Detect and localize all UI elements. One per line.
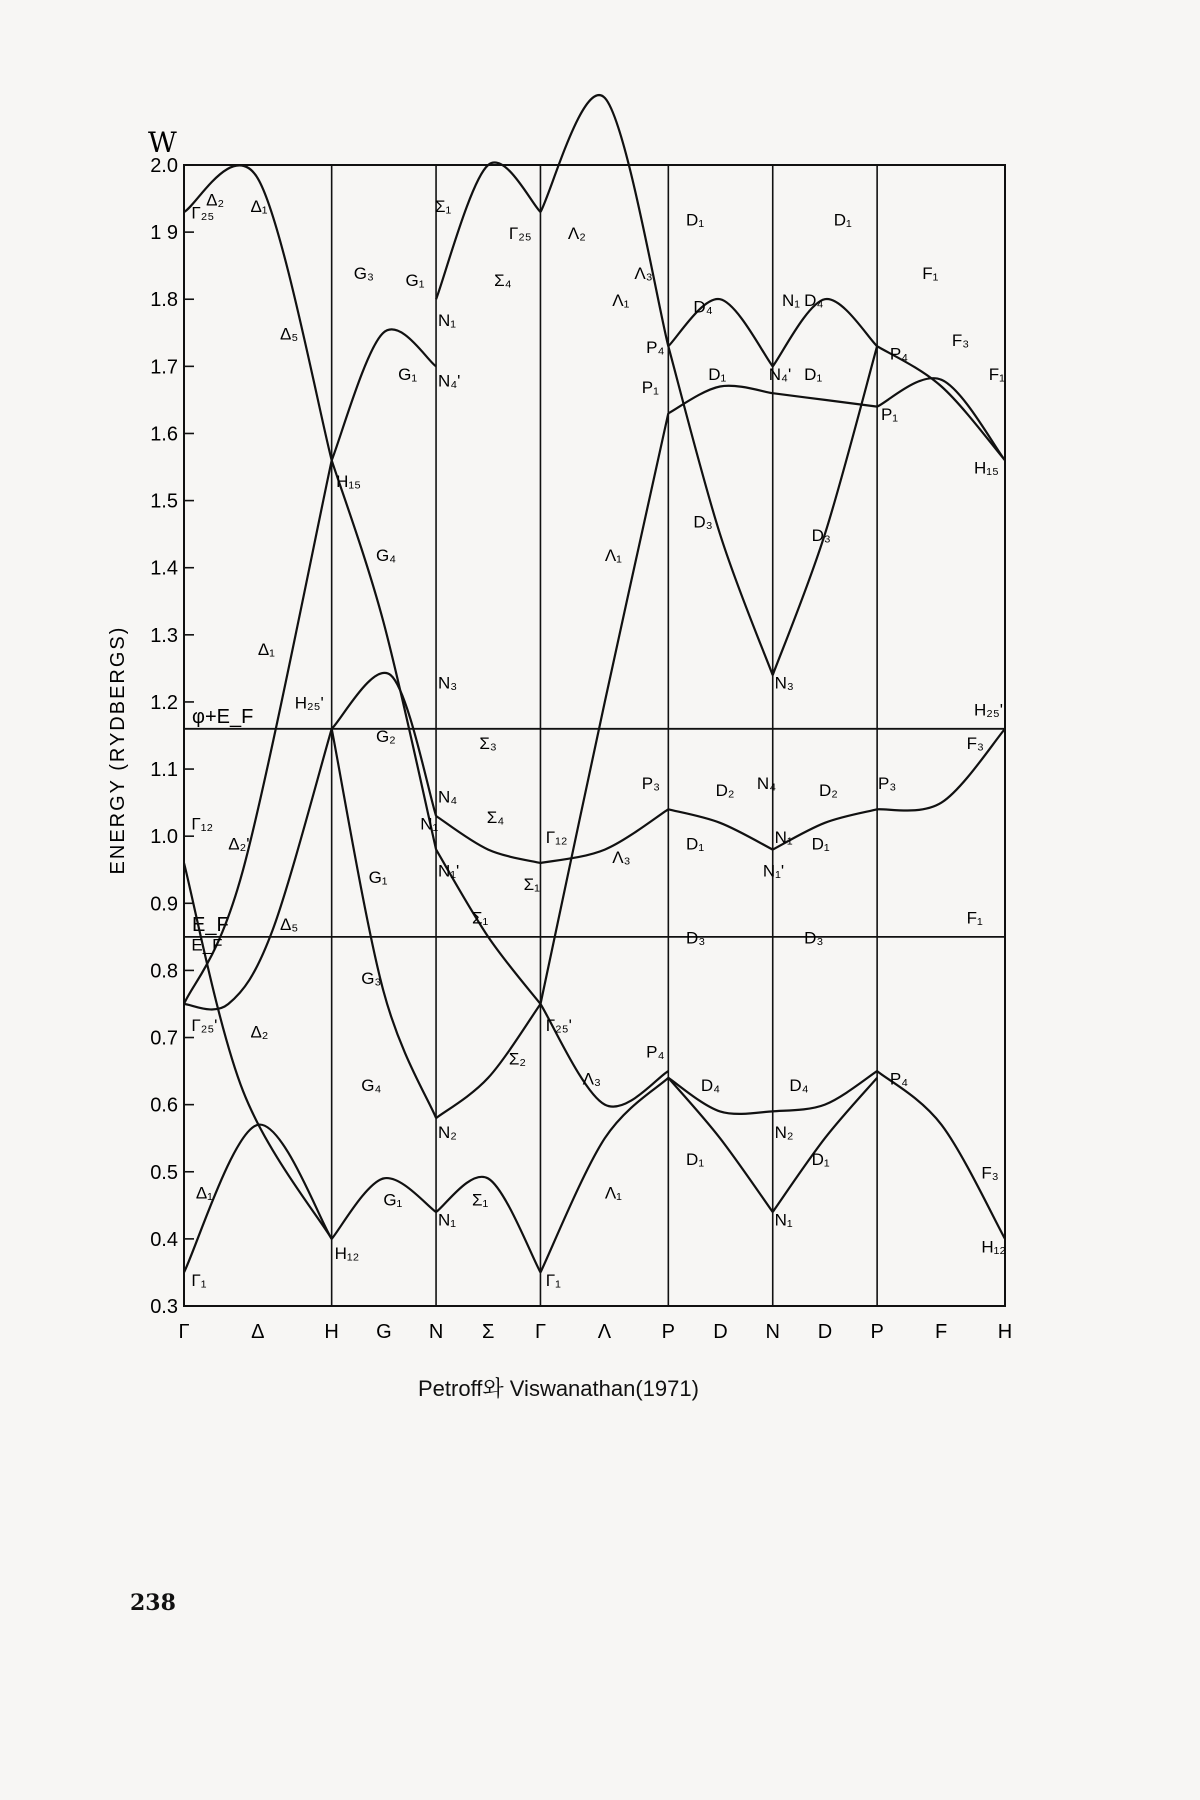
band-label: D₄ [700,1076,721,1096]
band-label: Γ₁ [191,1270,207,1290]
band-label: N₄ [437,787,458,807]
band-label: N₁ [774,1210,793,1230]
band-label: N₁ [437,311,456,331]
band-curve [541,1078,669,1273]
band-label: N₃ [774,673,794,693]
x-tick-label: D [817,1321,833,1343]
band-curve [668,346,772,675]
band-label: P₄ [889,344,909,364]
band-curves [184,95,1005,1272]
band-label: N₁' [762,861,785,881]
band-label: F₃ [951,331,970,351]
band-label: P₃ [878,774,897,794]
y-tick-label: 0.6 [150,1094,178,1117]
band-curve [773,1071,877,1111]
x-tick-label: Γ [534,1321,546,1343]
band-label: Γ₂₅ [508,223,532,243]
reference-lines [184,706,1005,937]
band-label: D₄ [789,1076,809,1096]
band-label: N₄' [437,371,461,391]
band-curve [332,729,439,1118]
y-tick-label: 0.9 [150,893,178,916]
band-label: D₁ [804,364,823,384]
band-label: P₁ [641,378,659,398]
band-label: Δ₁ [257,639,275,659]
band-label: Γ₂₅' [545,1015,572,1035]
band-label: G₄ [375,545,397,565]
band-label: N₁ [774,827,793,847]
band-label: D₄ [693,297,713,317]
band-label: G₃ [353,264,374,284]
x-tick-label: P [870,1321,884,1343]
band-label: N₁ [437,1210,456,1230]
y-tick-label: 1 9 [150,222,178,245]
x-tick-label: Δ [251,1321,265,1343]
band-label: Λ₃ [582,1069,601,1089]
band-label: Δ₂ [250,1022,269,1042]
band-label: G₃ [361,968,382,988]
band-label: D₃ [804,928,824,948]
x-tick-label: Λ [597,1321,612,1343]
band-label: Γ₁ [545,1270,561,1290]
band-curve [668,809,772,849]
y-tick-label: 1.2 [150,691,178,714]
band-label: N₂ [774,1123,794,1143]
band-curve [877,1071,1005,1239]
band-label: F₃ [981,1163,999,1183]
band-label: D₂ [818,780,838,800]
band-label: Λ₃ [634,264,653,284]
band-label: P₃ [641,774,661,794]
band-label: Σ₁ [435,196,452,216]
band-label: F₁ [966,908,983,928]
band-label: G₂ [375,727,396,747]
band-label: Δ₅ [279,915,299,935]
y-tick-label: 1.7 [150,356,178,379]
x-tick-label: N [765,1321,780,1343]
y-tick-label: 0.4 [150,1228,178,1251]
band-label: H₁₅ [973,458,999,478]
band-label: P₄ [646,337,665,357]
x-tick-label: D [713,1321,728,1343]
band-label: Λ₁ [604,545,622,565]
band-label: H₁₂ [981,1237,1006,1257]
band-label: D₁ [686,1150,705,1170]
band-label: D₂ [715,780,735,800]
band-label: D₁ [686,210,705,230]
band-curve [668,1078,772,1212]
band-curve [877,729,1005,811]
x-tick-label: Γ [178,1321,190,1343]
y-tick-label: 1.1 [150,759,178,782]
band-label: Λ₃ [612,848,631,868]
page-number: 238 [130,1590,176,1616]
band-label: P₁ [880,405,899,425]
band-label: G₁ [405,270,425,290]
x-tick-label: F [934,1321,948,1343]
band-label: N₄' [768,364,792,384]
band-label: Σ₁ [471,1190,489,1210]
y-axis-label: ENERGY (RYDBERGS) [107,625,129,875]
band-curve [668,299,772,366]
x-axis-ticks [178,1321,1012,1343]
y-tick-label: 2.0 [150,155,178,177]
band-label: N₄ [756,774,777,794]
x-tick-label: N [428,1321,444,1343]
element-label: W [148,126,177,159]
symmetry-lines [184,165,1005,1306]
band-label: Σ₄ [494,270,512,290]
y-tick-label: 1.5 [150,490,178,513]
band-annotations [191,190,1006,1290]
reference-line-label: E_F [192,913,229,936]
band-label: G₁ [383,1190,403,1210]
y-axis-ticks [150,155,194,1318]
band-label: Γ₁₂ [545,827,568,847]
band-label: Λ₁ [612,290,630,310]
x-tick-label: G [376,1321,392,1343]
band-label: D₄ [804,290,824,310]
band-label: N₁' [437,861,460,881]
band-label: F₁ [988,364,1005,384]
band-label: D₁ [708,364,727,384]
band-label: Δ₂ [206,190,225,210]
band-label: G₁ [398,364,418,384]
band-label: G₄ [361,1076,382,1096]
band-label: D₁ [811,1150,830,1170]
x-tick-label: H [324,1321,339,1343]
y-tick-label: 1.0 [150,826,178,849]
band-label: N₁ [782,290,801,310]
band-label: H₂₅' [973,700,1003,720]
band-label: Δ₅ [279,324,299,344]
band-label: N₁ [420,814,439,834]
band-label: P₄ [889,1069,909,1089]
band-label: Σ₄ [486,807,505,827]
x-tick-label: P [661,1321,676,1343]
y-tick-label: 1.4 [150,557,178,580]
band-label: D₃ [811,525,831,545]
x-tick-label: Σ [481,1321,495,1343]
band-curve [541,413,669,1004]
y-tick-label: 0.7 [150,1027,178,1050]
band-label: D₁ [833,210,852,230]
band-curve [332,460,439,849]
band-label: Σ₃ [479,733,497,753]
band-label: Γ₁₂ [191,814,214,834]
band-label: Δ₁ [250,196,268,216]
band-curve [541,95,669,346]
band-label: F₁ [922,264,939,284]
y-tick-label: 1.8 [150,289,178,312]
band-label: D₁ [686,834,705,854]
band-label: Δ₂' [228,834,250,854]
y-tick-label: 0.3 [150,1296,178,1318]
y-tick-label: 0.8 [150,960,178,983]
band-curve [773,393,877,406]
band-label: Λ₁ [604,1183,622,1203]
band-label: D₃ [693,512,713,532]
band-label: H₁₂ [334,1244,360,1264]
band-label: P₄ [646,1042,665,1062]
x-tick-label: H [997,1321,1013,1343]
band-label: F₃ [966,733,984,753]
band-curve [773,1078,877,1212]
band-label: N₂ [437,1123,457,1143]
band-label: D₃ [686,928,706,948]
reference-line-label: φ+E_F [192,705,254,728]
band-label: H₂₅' [294,693,324,713]
band-label: H₁₅ [336,472,361,492]
band-curve [332,329,436,460]
y-tick-label: 1.3 [150,624,178,647]
y-tick-label: 0.5 [150,1161,178,1184]
figure-caption: Petroff와 Viswanathan(1971) [418,1376,699,1401]
band-label: Δ₁ [195,1183,213,1203]
band-label: D₁ [811,834,830,854]
band-label: Σ₁ [471,908,489,928]
band-label: Γ₂₅' [191,1015,218,1035]
band-label: G₁ [368,868,388,888]
band-label: Σ₁ [523,874,540,894]
band-label: Λ₂ [567,223,586,243]
plot-border [184,165,1005,1306]
band-label: Σ₂ [508,1049,526,1069]
y-tick-label: 1.6 [150,423,178,446]
band-label: N₃ [437,673,458,693]
band-label: Γ₂₅ [191,203,215,223]
plot-frame [184,165,1005,1306]
band-label: E_F [191,935,223,955]
